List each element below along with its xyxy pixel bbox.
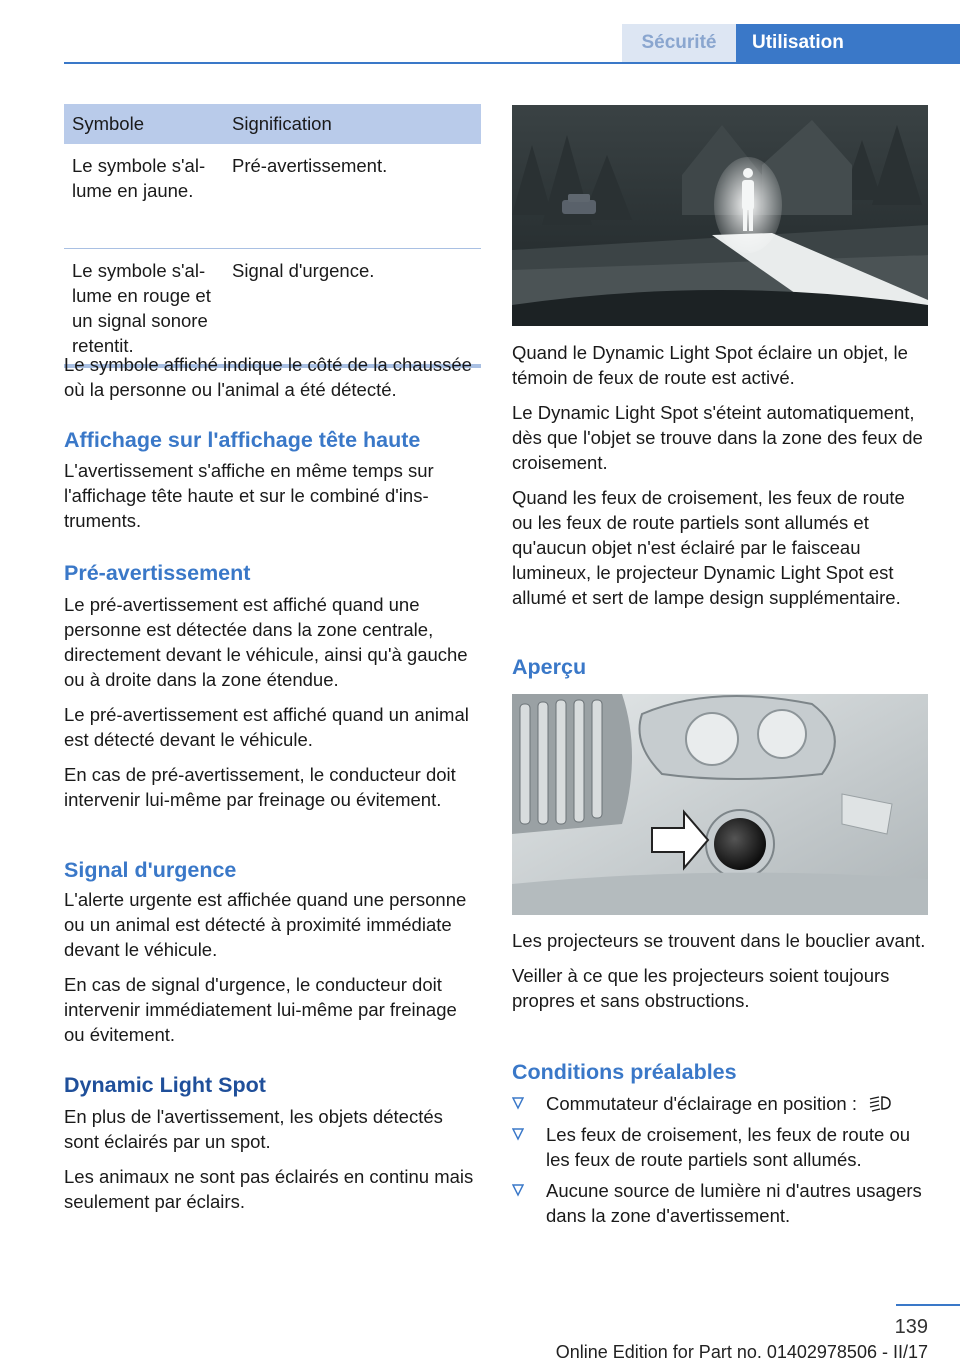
- triangle-bullet-icon: [512, 1183, 524, 1197]
- heading-pre-avertissement: Pré-avertissement: [64, 561, 251, 585]
- paragraph: Le Dynamic Light Spot s'éteint automatiquement, dès que l'objet se trouve dans la zone des feux de croisement.: [512, 402, 923, 473]
- section-pre-avertissement-body: [64, 592, 481, 822]
- paragraph: Le pré-avertissement est affiché quand une personne est détectée dans la zone centrale, directement devant le véhicule, ainsi qu'à gauche ou à droite dans la zone étendue.: [64, 594, 468, 690]
- paragraph: Le pré-avertissement est affiché quand un animal est détecté devant le véhicule.: [64, 704, 469, 750]
- tab-securite[interactable]: Sécurité: [622, 24, 736, 62]
- table-cell-symbol: Le symbole s'allume en jaune.: [72, 155, 206, 201]
- paragraph: Quand les feux de croisement, les feux de route ou les feux de route partiels sont allumés et qu'aucun objet n'est éclairé par le faisceau lumineux, le projecteur Dynamic Light Spot est allumé et sert de lampe design supplémentaire.: [512, 487, 905, 608]
- headlight-symbol-icon: [868, 1093, 892, 1113]
- paragraph: L'avertissement s'affiche en même temps sur l'affichage tête haute et sur le combiné d'instruments.: [64, 460, 434, 531]
- intro-paragraph: Le symbole affiché indique le côté de la chaussée où la personne ou l'animal a été détecté.: [64, 354, 472, 400]
- heading-affichage-tete-haute: Affichage sur l'affichage tête haute: [64, 428, 421, 452]
- heading-apercu: Aperçu: [512, 655, 587, 679]
- table-header-signification: Signification: [232, 113, 332, 134]
- paragraph: Quand le Dynamic Light Spot éclaire un objet, le témoin de feux de route est activé.: [512, 342, 908, 388]
- symbol-table: [64, 104, 481, 368]
- section-affichage-body: [64, 458, 481, 543]
- paragraph: Veiller à ce que les projecteurs soient toujours propres et sans obstructions.: [512, 965, 890, 1011]
- table-row: [64, 249, 481, 364]
- night-road-scene: [512, 105, 928, 326]
- heading-conditions-prealables: Conditions préalables: [512, 1060, 737, 1084]
- left-text-block: [64, 352, 481, 412]
- apercu-body: [512, 928, 928, 1023]
- paragraph: En plus de l'avertissement, les objets détectés sont éclairés par un spot.: [64, 1106, 443, 1152]
- conditions-list: [512, 1091, 928, 1234]
- page-number: 139: [894, 1316, 928, 1338]
- section-dynamic-light-spot-body: [64, 1104, 481, 1224]
- table-header: [64, 104, 481, 144]
- table-row: [64, 144, 481, 249]
- triangle-bullet-icon: [512, 1127, 524, 1141]
- list-item: [512, 1178, 928, 1228]
- list-item-text: Aucune source de lumière ni d'autres usagers dans la zone d'avertissement.: [546, 1180, 922, 1226]
- paragraph: Les projecteurs se trouvent dans le bouclier avant.: [512, 930, 926, 951]
- footer-rule: [896, 1304, 960, 1306]
- table-cell-meaning: Pré-avertissement.: [232, 155, 388, 176]
- paragraph: En cas de signal d'urgence, le conducteur doit intervenir immédiatement lui-même par freinage ou évitement.: [64, 974, 457, 1045]
- table-cell-meaning: Signal d'urgence.: [232, 260, 375, 281]
- section-signal-urgence-body: [64, 887, 481, 1057]
- footer-edition: Online Edition for Part no. 01402978506 - II/17: [555, 1342, 928, 1362]
- list-item-text: Les feux de croisement, les feux de route ou les feux de route partiels sont allumés.: [546, 1124, 911, 1170]
- tab-utilisation[interactable]: Utilisation: [736, 24, 960, 62]
- front-bumper-projector-illustration: [512, 694, 928, 915]
- list-item-text: Commutateur d'éclairage en position :: [546, 1093, 858, 1114]
- list-item: [512, 1091, 928, 1116]
- paragraph: Les animaux ne sont pas éclairés en continu mais seulement par éclairs.: [64, 1166, 474, 1212]
- triangle-bullet-icon: [512, 1096, 524, 1110]
- car-front-scene: [512, 694, 928, 915]
- paragraph: En cas de pré-avertissement, le conducteur doit intervenir lui-même par freinage ou évitement.: [64, 764, 456, 810]
- dynamic-light-spot-illustration: [512, 105, 928, 326]
- header-rule: [64, 62, 960, 64]
- table-cell-symbol: Le symbole s'allume en rouge et un signal sonore retentit.: [72, 260, 211, 356]
- table-header-symbole: Symbole: [72, 113, 144, 134]
- list-item: [512, 1122, 928, 1172]
- heading-dynamic-light-spot: Dynamic Light Spot: [64, 1073, 266, 1097]
- heading-signal-urgence: Signal d'urgence: [64, 858, 237, 882]
- right-text-block: [512, 340, 928, 620]
- paragraph: L'alerte urgente est affichée quand une personne ou un animal est détecté à proximité immédiate devant le véhicule.: [64, 889, 467, 960]
